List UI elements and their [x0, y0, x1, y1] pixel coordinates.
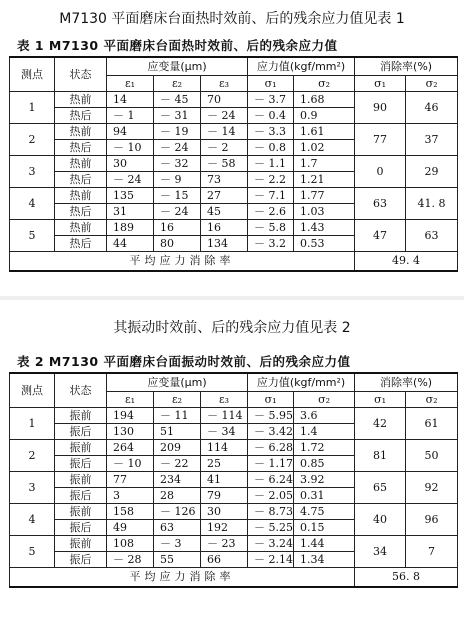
residual-stress-table-2 [9, 352, 458, 588]
state-cell: 振后 [55, 456, 107, 472]
value-cell: 194 [107, 408, 154, 424]
value-cell: － 24 [154, 204, 201, 220]
value-cell: － 11 [154, 408, 201, 424]
rate-cell: 46 [406, 92, 458, 124]
rate-cell: 42 [355, 408, 406, 440]
value-cell: － 126 [154, 504, 201, 520]
value-cell: 134 [201, 236, 248, 252]
rate-cell: 63 [355, 188, 406, 220]
rate-cell: 81 [355, 440, 406, 472]
value-cell: － 15 [154, 188, 201, 204]
value-cell: 80 [154, 236, 201, 252]
symbol-s2: σ₂ [294, 392, 355, 408]
value-cell: 66 [201, 552, 248, 568]
value-cell: － 3.7 [248, 92, 294, 108]
value-cell: － 9 [154, 172, 201, 188]
value-cell: － 10 [107, 456, 154, 472]
state-cell: 振前 [55, 408, 107, 424]
table-row [10, 440, 458, 456]
header-elimination: 消除率(%) [355, 57, 458, 76]
table-1-body [10, 57, 458, 271]
value-cell: 63 [154, 520, 201, 536]
value-cell: 1.72 [294, 440, 355, 456]
state-cell: 振后 [55, 520, 107, 536]
value-cell: － 1 [107, 108, 154, 124]
average-value: 49. 4 [355, 252, 458, 272]
rate-cell: 77 [355, 124, 406, 156]
header-state: 状态 [55, 57, 107, 92]
rate-cell: 40 [355, 504, 406, 536]
value-cell: － 3.2 [248, 236, 294, 252]
symbol-s1: σ₁ [248, 76, 294, 92]
value-cell: － 5.95 [248, 408, 294, 424]
residual-stress-table-1 [9, 36, 458, 272]
value-cell: － 3.42 [248, 424, 294, 440]
value-cell: 44 [107, 236, 154, 252]
value-cell: 14 [107, 92, 154, 108]
symbol-r1: σ₁ [355, 76, 406, 92]
table-2-caption: 表 2 M7130 平面磨床台面振动时效前、后的残余应力值 [17, 354, 351, 369]
average-value: 56. 8 [355, 568, 458, 588]
value-cell: 55 [154, 552, 201, 568]
rate-cell: 96 [406, 504, 458, 536]
value-cell: 0.85 [294, 456, 355, 472]
value-cell: － 58 [201, 156, 248, 172]
value-cell: 192 [201, 520, 248, 536]
value-cell: 4.75 [294, 504, 355, 520]
value-cell: 45 [201, 204, 248, 220]
rate-cell: 61 [406, 408, 458, 440]
symbol-r2: σ₂ [406, 392, 458, 408]
state-cell: 振前 [55, 536, 107, 552]
value-cell: 94 [107, 124, 154, 140]
value-cell: 189 [107, 220, 154, 236]
value-cell: － 2.2 [248, 172, 294, 188]
value-cell: 3.92 [294, 472, 355, 488]
average-row [10, 252, 458, 272]
rate-cell: 65 [355, 472, 406, 504]
value-cell: － 3 [154, 536, 201, 552]
value-cell: － 23 [201, 536, 248, 552]
point-cell: 2 [10, 440, 55, 472]
value-cell: 209 [154, 440, 201, 456]
table-row [10, 92, 458, 108]
value-cell: － 0.8 [248, 140, 294, 156]
point-cell: 3 [10, 472, 55, 504]
symbol-e3: ε₃ [201, 392, 248, 408]
value-cell: － 6.28 [248, 440, 294, 456]
value-cell: 28 [154, 488, 201, 504]
value-cell: 41 [201, 472, 248, 488]
value-cell: 73 [201, 172, 248, 188]
average-label: 平均应力消除率 [10, 252, 355, 272]
header-elimination: 消除率(%) [355, 373, 458, 392]
value-cell: 27 [201, 188, 248, 204]
value-cell: 79 [201, 488, 248, 504]
value-cell: － 2.05 [248, 488, 294, 504]
state-cell: 热前 [55, 92, 107, 108]
point-cell: 3 [10, 156, 55, 188]
header-strain: 应变量(μm) [107, 57, 248, 76]
value-cell: 30 [201, 504, 248, 520]
table-row [10, 408, 458, 424]
point-cell: 4 [10, 504, 55, 536]
value-cell: － 5.25 [248, 520, 294, 536]
value-cell: 1.03 [294, 204, 355, 220]
state-cell: 热后 [55, 140, 107, 156]
header-stress: 应力值(kgf/mm²) [248, 57, 355, 76]
value-cell: － 1.1 [248, 156, 294, 172]
symbol-r1: σ₁ [355, 392, 406, 408]
value-cell: － 6.24 [248, 472, 294, 488]
symbol-s2: σ₂ [294, 76, 355, 92]
value-cell: 130 [107, 424, 154, 440]
average-row [10, 568, 458, 588]
state-cell: 热前 [55, 220, 107, 236]
value-cell: 108 [107, 536, 154, 552]
value-cell: 1.44 [294, 536, 355, 552]
value-cell: 1.77 [294, 188, 355, 204]
table-row [10, 124, 458, 140]
rate-cell: 29 [406, 156, 458, 188]
table-2-header-row [10, 373, 458, 392]
value-cell: － 34 [201, 424, 248, 440]
value-cell: 16 [154, 220, 201, 236]
header-strain: 应变量(μm) [107, 373, 248, 392]
symbol-e1: ε₁ [107, 76, 154, 92]
value-cell: 1.68 [294, 92, 355, 108]
value-cell: 25 [201, 456, 248, 472]
value-cell: － 19 [154, 124, 201, 140]
rate-cell: 50 [406, 440, 458, 472]
state-cell: 热后 [55, 108, 107, 124]
value-cell: 1.21 [294, 172, 355, 188]
rate-cell: 37 [406, 124, 458, 156]
table-row [10, 220, 458, 236]
symbol-r2: σ₂ [406, 76, 458, 92]
value-cell: 0.15 [294, 520, 355, 536]
value-cell: － 8.73 [248, 504, 294, 520]
value-cell: － 0.4 [248, 108, 294, 124]
value-cell: － 14 [201, 124, 248, 140]
value-cell: － 2.6 [248, 204, 294, 220]
value-cell: － 45 [154, 92, 201, 108]
value-cell: 16 [201, 220, 248, 236]
value-cell: － 3.24 [248, 536, 294, 552]
symbol-e3: ε₃ [201, 76, 248, 92]
value-cell: 0.31 [294, 488, 355, 504]
rate-cell: 47 [355, 220, 406, 252]
state-cell: 热前 [55, 188, 107, 204]
value-cell: 51 [154, 424, 201, 440]
value-cell: － 28 [107, 552, 154, 568]
value-cell: － 24 [154, 140, 201, 156]
state-cell: 热前 [55, 156, 107, 172]
state-cell: 振前 [55, 504, 107, 520]
table-row [10, 188, 458, 204]
value-cell: 30 [107, 156, 154, 172]
value-cell: － 24 [107, 172, 154, 188]
value-cell: 1.02 [294, 140, 355, 156]
point-cell: 5 [10, 536, 55, 568]
average-label: 平均应力消除率 [10, 568, 355, 588]
value-cell: － 31 [154, 108, 201, 124]
value-cell: 1.61 [294, 124, 355, 140]
state-cell: 振后 [55, 488, 107, 504]
table-1-header-row [10, 57, 458, 76]
value-cell: 3.6 [294, 408, 355, 424]
state-cell: 振后 [55, 552, 107, 568]
state-cell: 热后 [55, 172, 107, 188]
value-cell: － 32 [154, 156, 201, 172]
point-cell: 4 [10, 188, 55, 220]
value-cell: － 10 [107, 140, 154, 156]
table-row [10, 472, 458, 488]
rate-cell: 92 [406, 472, 458, 504]
value-cell: 31 [107, 204, 154, 220]
state-cell: 振前 [55, 472, 107, 488]
table-row [10, 536, 458, 552]
value-cell: 70 [201, 92, 248, 108]
rate-cell: 34 [355, 536, 406, 568]
value-cell: － 2 [201, 140, 248, 156]
header-state: 状态 [55, 373, 107, 408]
section-divider [0, 296, 464, 300]
value-cell: － 2.14 [248, 552, 294, 568]
value-cell: 3 [107, 488, 154, 504]
symbol-e1: ε₁ [107, 392, 154, 408]
value-cell: － 7.1 [248, 188, 294, 204]
value-cell: － 1.17 [248, 456, 294, 472]
value-cell: 264 [107, 440, 154, 456]
rate-cell: 63 [406, 220, 458, 252]
state-cell: 热前 [55, 124, 107, 140]
state-cell: 热后 [55, 204, 107, 220]
value-cell: 234 [154, 472, 201, 488]
state-cell: 振前 [55, 440, 107, 456]
header-stress: 应力值(kgf/mm²) [248, 373, 355, 392]
value-cell: － 3.3 [248, 124, 294, 140]
point-cell: 1 [10, 92, 55, 124]
table-row [10, 156, 458, 172]
symbol-e2: ε₂ [154, 392, 201, 408]
value-cell: 1.34 [294, 552, 355, 568]
state-cell: 热后 [55, 236, 107, 252]
value-cell: － 22 [154, 456, 201, 472]
value-cell: 135 [107, 188, 154, 204]
rate-cell: 41. 8 [406, 188, 458, 220]
value-cell: 158 [107, 504, 154, 520]
value-cell: 49 [107, 520, 154, 536]
value-cell: 0.53 [294, 236, 355, 252]
rate-cell: 7 [406, 536, 458, 568]
section-heading-1: M7130 平面磨床台面热时效前、后的残余应力值见表 1 [59, 11, 405, 27]
section-heading-2: 其振动时效前、后的残余应力值见表 2 [113, 320, 351, 336]
point-cell: 2 [10, 124, 55, 156]
value-cell: － 5.8 [248, 220, 294, 236]
table-1-caption: 表 1 M7130 平面磨床台面热时效前、后的残余应力值 [17, 38, 338, 53]
header-point: 测点 [10, 373, 55, 408]
symbol-e2: ε₂ [154, 76, 201, 92]
state-cell: 振后 [55, 424, 107, 440]
value-cell: 77 [107, 472, 154, 488]
header-point: 测点 [10, 57, 55, 92]
value-cell: 1.43 [294, 220, 355, 236]
point-cell: 1 [10, 408, 55, 440]
table-row [10, 504, 458, 520]
rate-cell: 90 [355, 92, 406, 124]
table-2-body [10, 373, 458, 587]
value-cell: － 24 [201, 108, 248, 124]
value-cell: 1.4 [294, 424, 355, 440]
value-cell: 0.9 [294, 108, 355, 124]
point-cell: 5 [10, 220, 55, 252]
value-cell: － 114 [201, 408, 248, 424]
symbol-s1: σ₁ [248, 392, 294, 408]
rate-cell: 0 [355, 156, 406, 188]
value-cell: 1.7 [294, 156, 355, 172]
value-cell: 114 [201, 440, 248, 456]
